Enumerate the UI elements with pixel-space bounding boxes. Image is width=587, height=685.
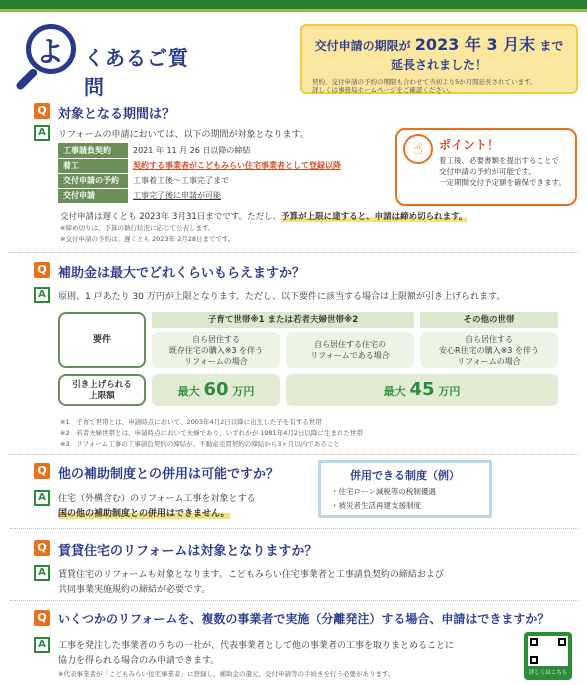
header-family: 子育て世帯※1 または若者夫婦世帯※2 <box>152 312 414 328</box>
deadline-notice <box>300 24 578 94</box>
divider <box>10 454 578 455</box>
deadline-date: 2023 年 3 月末 <box>414 35 536 54</box>
row-label: 着工 <box>58 158 128 173</box>
table-row <box>58 173 378 188</box>
q5-question: いくつかのリフォームを、複数の事業者で実施（分離発注）する場合、申請はできますか？ <box>58 612 550 626</box>
divider <box>10 252 578 253</box>
question-marker: Q <box>34 463 50 479</box>
pointing-hand-icon: ☝ <box>403 134 433 164</box>
row-value: 工事着工後〜工事完了まで <box>128 173 378 188</box>
row-label: 交付申請の予約 <box>58 173 128 188</box>
q1-note: ※締め切りは、予算の執行状況に応じて公表します。 <box>60 224 215 232</box>
combinable-item: ・住宅ローン減税等の税制優遇 <box>331 487 436 496</box>
row-label: 交付申請 <box>58 188 128 203</box>
divider <box>10 528 578 529</box>
divider <box>10 600 578 601</box>
amount-60: 最大 60 万円 <box>152 374 280 406</box>
q2-note: ※1 子育て世帯とは、申請時点において、2003年4月2日以降に出生した子を有する世帯 <box>60 418 322 426</box>
q2-note: ※3 リフォーム工事の工事請負契約の締結が、不動産売買契約の締結から3ヶ月以内であること <box>60 440 340 448</box>
deadline-note: 契約、交付申請の予約の期限も合わせて当初より5か月間延長されています。 詳しくは事務局ホームページをご確認ください。 <box>312 78 537 95</box>
q2-answer: 原則、1 戸あたり 30 万円が上限となります。ただし、以下要件に該当する場合は上限額が引き上げられます。 <box>58 292 506 302</box>
combinable-item: ・被災者生活再建支援制度 <box>331 501 421 510</box>
top-banner-stripe <box>0 9 587 12</box>
deadline-extended: 延長されました！ <box>390 58 487 72</box>
point-title: ポイント！ <box>439 138 500 152</box>
limit-label: 引き上げられる 上限額 <box>58 374 146 406</box>
q1-question: 対象となる期間は？ <box>58 107 176 122</box>
q2-question: 補助金は最大でどれくらいもらえますか？ <box>58 266 306 281</box>
answer-marker: A <box>34 125 50 141</box>
combinable-title: 併用できる制度（例） <box>350 469 460 482</box>
q5-answer: 工事を発注した事業者のうちの一社が、代表事業者として他の事業者の工事を取りまとめることに <box>58 641 455 651</box>
logo-char: よ <box>36 35 65 68</box>
qr-label: 詳しくはこちら <box>528 670 568 676</box>
top-banner <box>0 0 587 9</box>
question-marker: Q <box>34 540 50 556</box>
subsidy-table <box>58 312 558 408</box>
q4-answer: 賃貸住宅のリフォームも対象となります。こどもみらい住宅事業者と工事請負契約の締結および <box>58 570 444 580</box>
magnifier-handle-icon <box>15 67 39 91</box>
row-value: 契約する事業者がこどもみらい住宅事業者として登録以降 <box>128 158 378 173</box>
row-value: 2021 年 11 月 26 日以降の締結 <box>128 143 378 158</box>
requirements-label: 要件 <box>58 312 146 368</box>
answer-marker: A <box>34 565 50 581</box>
q3-answer-emphasis: 国の他の補助制度との併用はできません。 <box>58 506 230 519</box>
q1-deadline-text: 交付申請は遅くとも 2023年 3月31日までです。ただし、予算が上限に達すると、申請は締め切られます。 <box>60 212 468 222</box>
page-title: くあるご質問 <box>84 46 189 99</box>
row-label: 工事請負契約 <box>58 143 128 158</box>
qr-code-link[interactable] <box>524 632 572 680</box>
header-other: その他の世帯 <box>420 312 558 328</box>
q1-answer: リフォームの申請においては、以下の期間が対象となります。 <box>58 130 309 140</box>
q4-question: 賃貸住宅のリフォームは対象となりますか？ <box>58 544 318 559</box>
deadline-headline: 交付申請の期限が 2023 年 3 月末 まで <box>314 35 564 54</box>
point-body: 着工後、必要書類を提出することで 交付申請の予約が可能です。 一定期間交付予定額を確保できます。 <box>439 156 566 187</box>
q5-note: ※代表事業者が「こどもみらい住宅事業者」に登録し、補助金の還元、交付申請等の手続きを行う必要があります。 <box>58 670 395 678</box>
q2-note: ※2 若者夫婦世帯とは、申請時点において夫婦であり、いずれかが 1981年4月2日以降に生まれた世帯 <box>60 429 363 437</box>
q4-answer: 共同事業実施規約の締結が必要です。 <box>58 585 211 595</box>
condition-cell: 自ら居住する 既存住宅の購入※3 を伴う リフォームの場合 <box>152 332 280 368</box>
table-row <box>58 158 378 173</box>
row-value: 工事完了後に申請が可能 <box>128 188 378 203</box>
period-table <box>58 143 378 204</box>
amount-45: 最大 45 万円 <box>286 374 558 406</box>
q1-note: ※交付申請の予約は、遅くとも 2023年 2月28日までです。 <box>60 235 235 243</box>
question-marker: Q <box>34 610 50 626</box>
table-row <box>58 188 378 203</box>
q3-answer: 住宅（外構含む）のリフォーム工事を対象とする <box>58 494 256 504</box>
table-row <box>58 143 378 158</box>
condition-cell: 自ら居住する 安心R住宅の購入※3 を伴う リフォームの場合 <box>420 332 558 368</box>
answer-marker: A <box>34 490 50 506</box>
q3-question: 他の補助制度との併用は可能ですか？ <box>58 467 280 482</box>
answer-marker: A <box>34 287 50 303</box>
faq-logo <box>8 22 198 99</box>
condition-cell: 自ら居住する住宅の リフォームである場合 <box>286 332 414 368</box>
qr-code-icon <box>528 636 568 666</box>
question-marker: Q <box>34 103 50 119</box>
combinable-programs-box <box>318 460 492 518</box>
question-marker: Q <box>34 262 50 278</box>
q5-answer: 協力を得られる場合のみ申請できます。 <box>58 656 220 666</box>
point-callout <box>395 128 577 206</box>
answer-marker: A <box>34 637 50 653</box>
